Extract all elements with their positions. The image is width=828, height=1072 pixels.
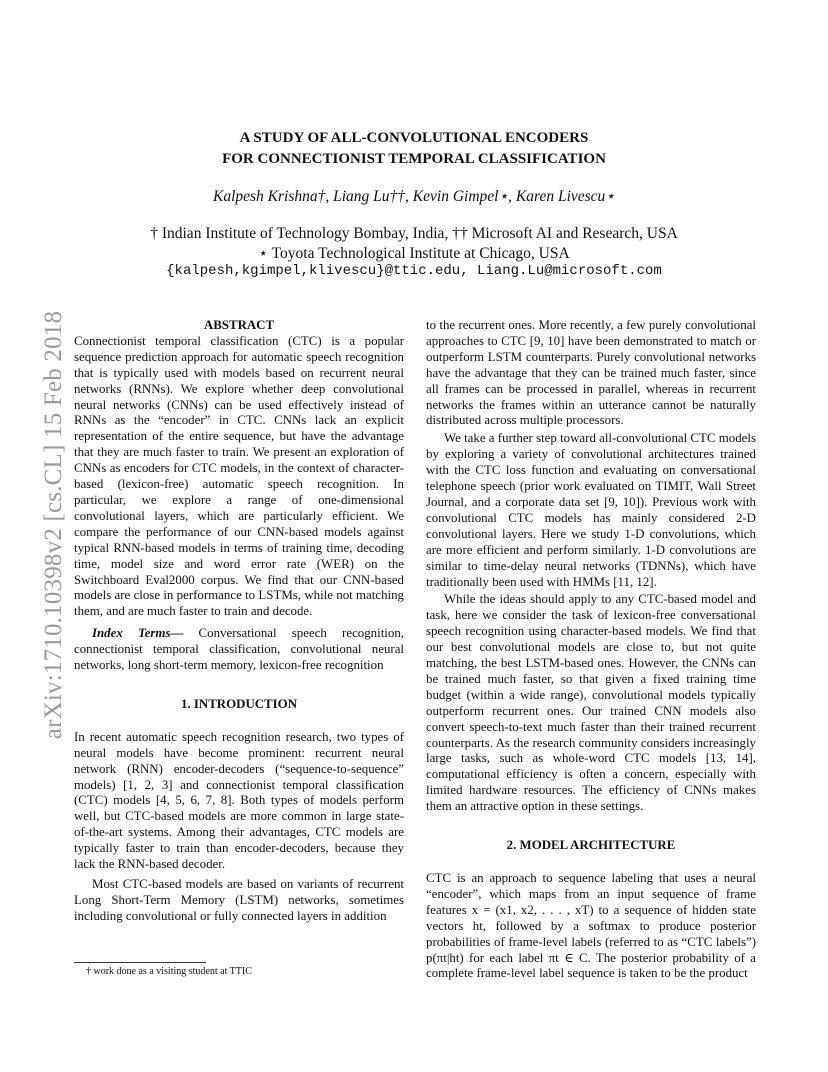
introduction-paragraph-2: Most CTC-based models are based on variants of recurrent Long Short-Term Memory (LSTM) networks, sometimes including convolutional or fully connected layers in addition [74,877,404,923]
introduction-paragraph-3: We take a further step toward all-convolutional CTC models by exploring a variety of convolutional architectures trained with the CTC loss function and evaluating on conversational telephone speech (prior work evaluated on TIMIT, Wall Street Journal, and a corporate data set [9, 10]). Previous work with convolutional CTC models has mainly considered 2-D convolutional layers. Here we study 1-D convolutions, which are more efficient and perform similarly. 1-D convolutions are similar to time-delay neural networks (TDNNs), which have traditionally been used with HMMs [11, 12]. [426,431,756,589]
author-list: Kalpesh Krishna†, Liang Lu††, Kevin Gimpel⋆, Karen Livescu⋆ [212,188,616,205]
author-emails: {kalpesh,kgimpel,klivescu}@ttic.edu, Liang.Lu@microsoft.com [166,263,662,279]
title-line-2: FOR CONNECTIONIST TEMPORAL CLASSIFICATION [222,151,606,167]
footnote: † work done as a visiting student at TTIC [86,966,252,977]
affiliations [0,224,828,264]
index-terms-label: Index Terms— [92,626,184,641]
model-architecture-paragraph-1: CTC is an approach to sequence labeling that uses a neural “encoder”, which maps from an input sequence of frame features x = (x1, x2, . . . , xT) to a sequence of hidden state vectors ht, followed by a softmax to produce posterior probabilities of frame-level labels (referred to as “CTC labels”) p(πt|ht) for each label πt ∈ C. The posterior probability of a complete frame-level label sequence is taken to be the product [426,871,756,981]
left-column [74,318,404,925]
arxiv-id[interactable]: arXiv:1710.10398v2 [cs.CL] 15 Feb 2018 [40,310,67,740]
index-terms-text: Conversational speech recognition, connectionist temporal classification, convolutional neural networks, long short-term memory, lexicon-free recognition [74,626,404,673]
abstract-text: Connectionist temporal classification (CTC) is a popular sequence prediction approach for automatic speech recognition that is typically used with models based on recurrent neural networks (RNNs). We explore whether deep convolutional neural networks (CNNs) can be used effectively instead of RNNs as the “encoder” in CTC. CNNs lack an explicit representation of the entire sequence, but have the advantage that they are much faster to train. We present an exploration of CNNs as encoders for CTC models, in the context of character-based (lexicon-free) automatic speech recognition. In particular, we explore a range of one-dimensional convolutional layers, which are particularly efficient. We compare the performance of our CNN-based models against typical RNN-based models in terms of training time, decoding time, model size and word error rate (WER) on the Switchboard Eval2000 corpus. We find that our CNN-based models are close in performance to LSTMs, while not matching them, and are much faster to train and decode. [74,333,404,619]
index-terms [74,626,404,674]
introduction-paragraph-4: While the ideas should apply to any CTC-based model and task, here we consider the task of lexicon-free conversational speech recognition using character-based models. We find that our best convolutional models are close to, but not quite matching, the best LSTM-based ones. However, the CNNs can be trained much faster, so that given a fixed training time budget (within a wide range), convolutional models typically outperform recurrent ones. Our trained CNN models also convert speech-to-text much faster than their trained recurrent counterparts. As the research community considers increasingly large tasks, such as whole-word CTC models [13, 14], computational efficiency is often a concern, especially with limited hardware resources. The efficiency of CNNs makes them an attractive option in these settings. [426,592,756,814]
model-architecture-heading: 2. MODEL ARCHITECTURE [506,838,676,853]
abstract-heading: ABSTRACT [203,318,275,332]
affiliation-line-1: † Indian Institute of Technology Bombay, India, †† Microsoft AI and Research, USA [150,225,678,242]
introduction-paragraph-1: In recent automatic speech recognition research, two types of neural models have become prominent: recurrent neural network (RNN) encoder-decoders (“sequence-to-sequence” models) [1, 2, 3] and connectionist temporal classification (CTC) models [4, 5, 6, 7, 8]. Both types of models perform well, but CTC-based models are more common in large state-of-the-art systems. Among their advantages, CTC models are typically faster to train than encoder-decoders, because they lack the RNN-based decoder. [74,729,404,872]
introduction-paragraph-2-continued: to the recurrent ones. More recently, a few purely convolutional approaches to CTC [9, 10] have been demonstrated to match or outperform LSTM counterparts. Purely convolutional networks have the advantage that they can be trained much faster, since all frames can be processed in parallel, whereas in recurrent networks the frames within an utterance cannot be naturally distributed across multiple processors. [426,318,756,428]
right-column [426,318,756,982]
footnote-rule [74,962,206,963]
paper-title [0,128,828,170]
introduction-heading: 1. INTRODUCTION [180,696,298,711]
affiliation-line-2: ⋆ Toyota Technological Institute at Chicago, USA [258,245,570,262]
title-line-1: A STUDY OF ALL-CONVOLUTIONAL ENCODERS [239,130,589,146]
